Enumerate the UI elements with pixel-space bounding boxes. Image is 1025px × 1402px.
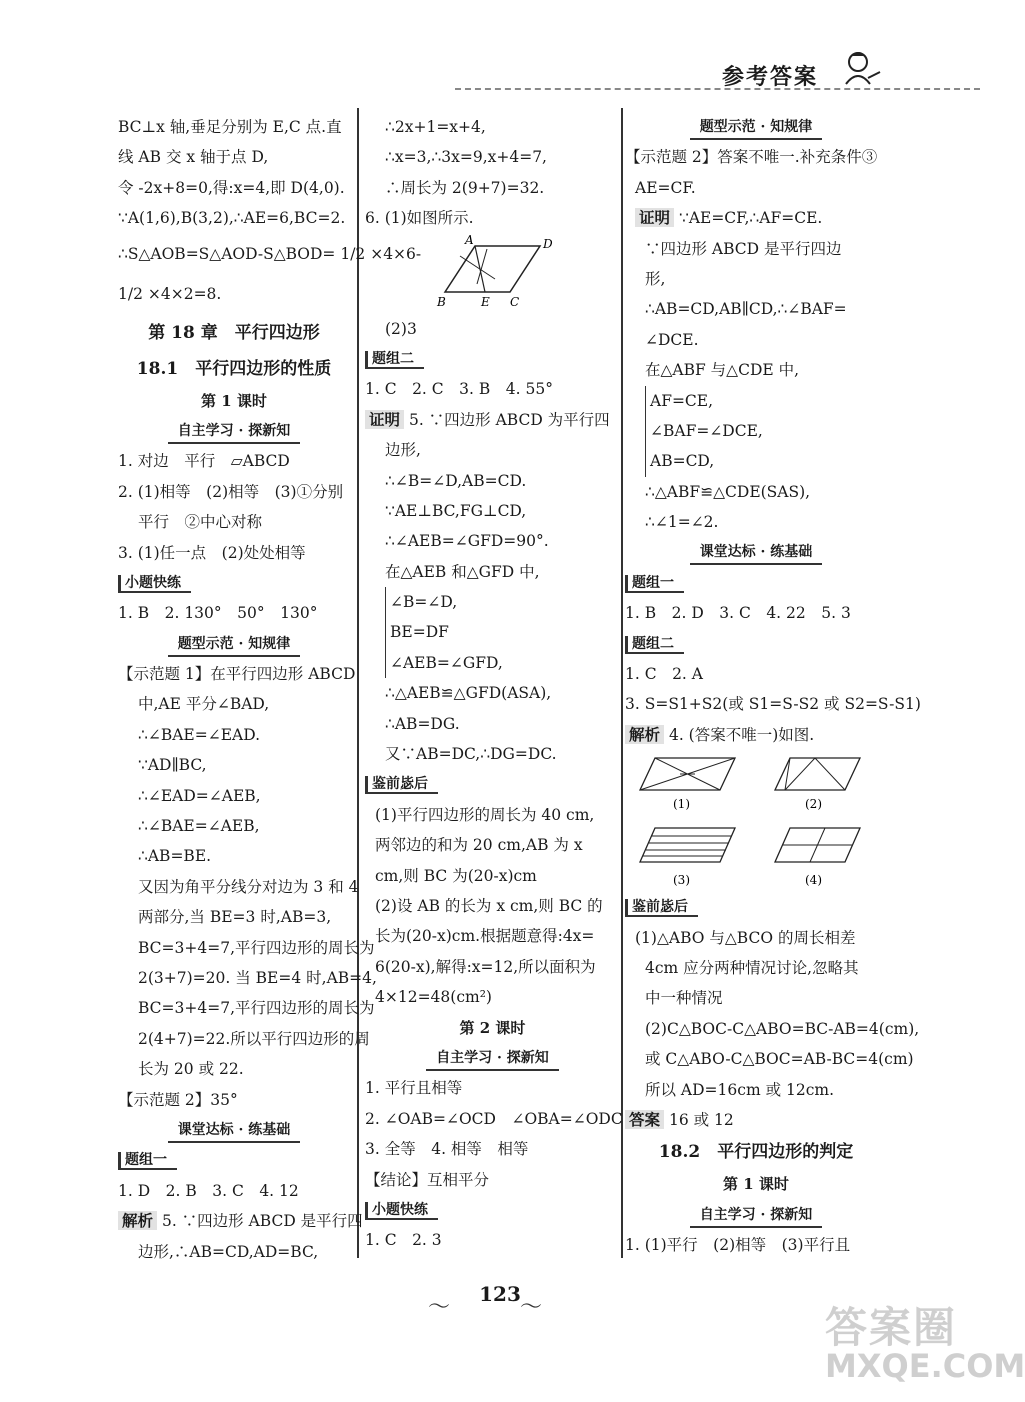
section-banner: 题型示范 · 知规律 [118, 629, 350, 659]
parallelogram-figure [365, 234, 615, 314]
text-line: 又因为角平分线分对边为 3 和 4 [138, 877, 359, 896]
subsection-tag: 题组二 [625, 629, 887, 659]
text-line: AE=CF. [635, 178, 696, 197]
section-banner: 自主学习 · 探新知 [625, 1200, 887, 1230]
tilde-ornament-left: 〜 [428, 1295, 451, 1320]
text-line: ∴∠EAD=∠AEB, [138, 786, 261, 805]
subsection-tag: 鉴前毖后 [365, 769, 620, 799]
proof-label: 证明 [365, 410, 404, 429]
answer-line: 1. (1)平行 (2)相等 (3)平行且 [625, 1236, 851, 1255]
figure-label: A [465, 232, 474, 247]
answer-line: (2)3 [385, 319, 417, 338]
text-line: 1/2 ×4×2=8. [118, 284, 222, 303]
text-line: 6(20-x),解得:x=12,所以面积为 [375, 957, 596, 976]
answer-line: 2. (1)相等 (2)相等 (3)①分别 [118, 482, 344, 501]
text-line: ∴AB=BE. [138, 847, 212, 866]
lesson-title: 第 2 课时 [459, 1018, 526, 1037]
answer-line: 1. 平行且相等 [365, 1079, 463, 1098]
watermark-url: MXQE.COM [825, 1347, 1025, 1385]
text-line: cm,则 BC 为(20-x)cm [375, 866, 537, 885]
condition-brace [645, 386, 887, 477]
watermark [825, 1295, 1025, 1395]
text-line: ∴∠1=∠2. [645, 513, 719, 532]
text-line: ∴S△AOB=S△AOD-S△BOD= 1/2 ×4×6- [118, 244, 422, 263]
text-line: 令 -2x+8=0,得:x=4,即 D(4,0). [118, 178, 345, 197]
section-title: 18.1 平行四边形的性质 [136, 358, 332, 379]
text-line: BC=3+4=7,平行四边形的周长为 [138, 999, 375, 1018]
text-line: 长为(20-x)cm.根据题意得:4x= [375, 927, 595, 946]
mascot-icon [838, 48, 882, 88]
text-line: ∵AE⊥BC,FG⊥CD, [385, 501, 527, 520]
figure-caption: (3) [673, 873, 690, 888]
text-line: ∴∠BAE=∠EAD. [138, 725, 261, 744]
text-line: 边形, [385, 441, 421, 460]
section-banner: 自主学习 · 探新知 [118, 416, 350, 446]
text-line: ∴△AEB≌△GFD(ASA), [385, 684, 552, 703]
text-line: ∴∠BAE=∠AEB, [138, 817, 260, 836]
text-line: ∵A(1,6),B(3,2),∴AE=6,BC=2. [118, 209, 346, 228]
answer-line: 1. 对边 平行 ▱ABCD [118, 452, 290, 471]
watermark-text: 答案圈 [825, 1303, 958, 1352]
answer-line: 1. C 2. C 3. B 4. 55° [365, 380, 553, 399]
section-title: 18.2 平行四边形的判定 [658, 1142, 854, 1163]
text-line: BC=3+4=7,平行四边形的周长为 [138, 938, 375, 957]
text-line: 或 C△ABO-C△BOC=AB-BC=4(cm) [645, 1050, 914, 1069]
section-banner: 题型示范 · 知规律 [625, 112, 887, 142]
answer-line: 3. 全等 4. 相等 相等 [365, 1140, 529, 1159]
answer-line: 1. C 2. A [625, 665, 703, 684]
analysis-label: 解析 [118, 1211, 157, 1230]
lesson-title: 第 1 课时 [201, 391, 267, 410]
answer-line: 1. B 2. D 3. C 4. 22 5. 3 [625, 604, 851, 623]
answer-line: 1. B 2. 130° 50° 130° [118, 604, 318, 623]
subsection-tag: 鉴前毖后 [625, 892, 887, 922]
subsection-tag: 题组一 [625, 568, 887, 598]
text-line: ∴x=3,∴3x=9,x+4=7, [385, 148, 547, 167]
text-line: 2(4+7)=22.所以平行四边形的周 [138, 1029, 370, 1048]
text-line: 【示范题 2】35° [118, 1090, 238, 1109]
page-header [0, 0, 1000, 100]
column-divider [357, 108, 359, 1258]
text-line: ∵四边形 ABCD 是平行四边 [645, 239, 842, 258]
subsection-tag: 题组一 [118, 1145, 350, 1175]
parallelogram-figures [625, 750, 875, 892]
text-line: ∠B=∠D, [390, 593, 458, 612]
text-line: 在△AEB 和△GFD 中, [385, 562, 540, 581]
text-line: 中一种情况 [645, 989, 723, 1008]
text-line: 长为 20 或 22. [138, 1060, 244, 1079]
answer-line: 【结论】互相平分 [365, 1170, 490, 1189]
condition-brace [385, 587, 620, 678]
answer-line: 平行 ②中心对称 [138, 513, 263, 532]
text-line: ∴AB=CD,AB∥CD,∴∠BAF= [645, 300, 847, 319]
text-line: 4cm 应分两种情况讨论,忽略其 [645, 958, 859, 977]
text-line: 边形,∴AB=CD,AD=BC, [138, 1242, 319, 1261]
text-line: 解析 4. (答案不唯一)如图. [625, 720, 887, 750]
text-line: ∠BAF=∠DCE, [650, 421, 763, 440]
text-line: 又∵AB=DC,∴DG=DC. [385, 745, 557, 764]
subsection-tag: 小题快练 [365, 1195, 620, 1225]
text-line: 中,AE 平分∠BAD, [138, 695, 270, 714]
answer-line: 3. (1)任一点 (2)处处相等 [118, 543, 306, 562]
text-line: 线 AB 交 x 轴于点 D, [118, 148, 269, 167]
lesson-title: 第 1 课时 [723, 1175, 789, 1194]
figure-caption: (4) [805, 873, 822, 888]
text-line: 【示范题 2】答案不唯一.补充条件③ [625, 148, 878, 167]
text-line: BE=DF [390, 623, 449, 642]
text-line: 6. (1)如图所示. [365, 209, 474, 228]
proof-label: 证明 [635, 208, 674, 227]
column-2 [365, 112, 623, 1256]
text-line: 形, [645, 269, 666, 288]
text-line: AB=CD, [650, 452, 715, 471]
figure-label: B [437, 294, 446, 309]
text-line: 解析 5. ∵四边形 ABCD 是平行四 [118, 1206, 350, 1236]
answer-line: 1. D 2. B 3. C 4. 12 [118, 1181, 299, 1200]
text-line: 两邻边的和为 20 cm,AB 为 x [375, 836, 583, 855]
text-line: (1)平行四边形的周长为 40 cm, [375, 805, 595, 824]
text-line: 所以 AD=16cm 或 12cm. [645, 1080, 835, 1099]
section-banner: 课堂达标 · 练基础 [625, 537, 887, 567]
text-line: ∴∠B=∠D,AB=CD. [385, 471, 527, 490]
section-banner: 课堂达标 · 练基础 [118, 1115, 350, 1145]
column-3 [625, 112, 921, 1261]
header-title: 参考答案 [722, 64, 819, 90]
text-line: 两部分,当 BE=3 时,AB=3, [138, 908, 332, 927]
text-line: 证明 5. ∵四边形 ABCD 为平行四 [365, 405, 620, 435]
answer-line: 3. S=S1+S2(或 S1=S-S2 或 S2=S-S1) [625, 695, 921, 714]
text-line: ∠AEB=∠GFD, [390, 653, 503, 672]
figure-label: D [543, 236, 553, 251]
text-line: ∠DCE. [645, 330, 699, 349]
section-banner: 自主学习 · 探新知 [365, 1043, 620, 1073]
figure-label: C [510, 294, 520, 309]
analysis-label: 解析 [625, 725, 664, 744]
text-line: ∴AB=DG. [385, 714, 460, 733]
text-line: AF=CE, [650, 391, 714, 410]
answer-label: 答案 [625, 1110, 664, 1129]
figure-caption: (1) [673, 797, 690, 812]
column-divider [621, 108, 623, 1258]
text-line: 4×12=48(cm²) [375, 988, 492, 1007]
text-line: 在△ABF 与△CDE 中, [645, 361, 800, 380]
subsection-tag: 题组二 [365, 344, 620, 374]
text-line: ∴周长为 2(9+7)=32. [385, 178, 545, 197]
tilde-ornament-right: 〜 [520, 1295, 543, 1320]
answer-line: 2. ∠OAB=∠OCD ∠OBA=∠ODC [365, 1109, 623, 1128]
text-line: BC⊥x 轴,垂足分别为 E,C 点.直 [118, 118, 342, 136]
text-line: (1)△ABO 与△BCO 的周长相差 [635, 928, 856, 947]
answer-line: 1. C 2. 3 [365, 1231, 442, 1250]
header-divider [455, 88, 980, 90]
text-line: 证明 ∵AE=CF,∴AF=CE. [625, 203, 887, 233]
subsection-tag: 小题快练 [118, 568, 350, 598]
chapter-title: 第 18 章 平行四边形 [148, 322, 320, 343]
text-line: (2)C△BOC-C△ABO=BC-AB=4(cm), [645, 1019, 920, 1038]
text-line: ∴△ABF≌△CDE(SAS), [645, 482, 811, 501]
figure-label: E [481, 294, 490, 309]
page-number: 123 [479, 1282, 521, 1306]
text-line: 【示范题 1】在平行四边形 ABCD [118, 665, 356, 684]
text-line: ∴∠AEB=∠GFD=90°. [385, 532, 549, 551]
text-line: ∵AD∥BC, [138, 756, 207, 775]
text-line: 答案 16 或 12 [625, 1105, 887, 1135]
text-line: (2)设 AB 的长为 x cm,则 BC 的 [375, 896, 603, 915]
figure-caption: (2) [805, 797, 822, 812]
text-line: 2(3+7)=20. 当 BE=4 时,AB=4, [138, 968, 377, 987]
text-line: ∴2x+1=x+4, [385, 118, 486, 136]
